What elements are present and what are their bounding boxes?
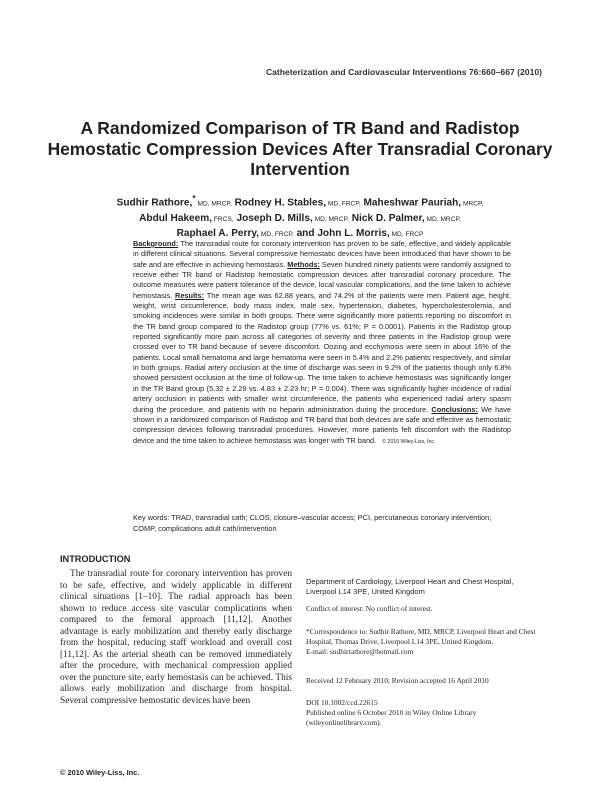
author-name: Sudhir Rathore, xyxy=(116,197,193,209)
footer-copyright: © 2010 Wiley-Liss, Inc. xyxy=(60,768,140,777)
author-credentials: FRCS, xyxy=(212,215,234,223)
keywords: Key words: TRAD, transradial cath; CLOS, closure–vascular access; PCI, percutaneous coronary intervention; COMP, complications adult cath/intervention xyxy=(133,513,492,533)
abstract-methods-text: Seven hundred ninety patients were randomly assigned to receive either TR band or Radistop hemostatic compression devices after transradial coronary procedure. The outcome measures were patient tolerance of the device, local vascular complications, and the time taken to achieve hemostasis. xyxy=(133,259,511,300)
abstract-background-text: The transradial route for coronary intervention has proven to be safe, effective, and widely applicable in different clinical situations. Several compressive hemostatic devices have been introduced that have shown to be safe and are effective in achieving hemostasis. xyxy=(133,239,511,269)
abstract-results-label: Results: xyxy=(175,290,205,300)
author-name: Nick D. Palmer, xyxy=(348,212,425,224)
correspondence-address: *Correspondence to: Sudhir Rathore, MD, MRCP, Liverpool Heart and Chest Hospital, Thomas Drive, Liverpool L14 3PE, United Kingdom. xyxy=(306,627,536,646)
section-heading-introduction: INTRODUCTION xyxy=(60,554,131,564)
abstract-methods-label: Methods: xyxy=(287,259,320,269)
introduction-paragraph: The transradial route for coronary intervention has proven to be safe, effective, and widely applicable in different clinical situations [1–10]. The radial approach has been shown to reduce access site vascular complications when compared to the femoral approach [11,12]. Another advantage is early mobilization and thereby early discharge from the hospital, reducing staff workload and overall cost [11,12]. As the arterial sheath can be removed immediately after the procedure, with mechanical compression applied over the puncture site, early hemostasis can be achieved. This allows early mobilization and discharge from hospital. Several compressive hemostatic devices have been xyxy=(60,569,292,707)
author-credentials: MD, FRCP, xyxy=(259,231,294,239)
author-name: Maheshwar Pauriah, xyxy=(360,197,462,209)
abstract xyxy=(133,239,511,447)
correspondence-note xyxy=(306,627,544,657)
author-name: Rodney H. Stables, xyxy=(231,197,327,209)
affiliation-department: Department of Cardiology, Liverpool Heart and Chest Hospital, Liverpool L14 3PE, United Kingdom xyxy=(306,577,514,596)
correspondence-email: E-mail: sudhirrathore@hotmail.com xyxy=(306,646,414,656)
abstract-copyright: © 2010 Wiley-Liss, Inc. xyxy=(382,438,436,445)
author-credentials: MD, MRCP, xyxy=(312,215,349,223)
author-credentials: MD, FRCP xyxy=(389,231,424,239)
abstract-background-label: Background: xyxy=(133,239,179,248)
abstract-results-text: The mean age was 62.88 years, and 74.2% of the patients were men. Patient age, height, weight, wrist circumference, body mass index, male sex, hypertension, diabetes, hypercholesterolemia, and smoking incidences were similar in both groups. There were significantly more patients reporting no discomfort in the TR band group compared to the Radistop group (77% vs. 61%; P = 0.0001). Patients in the Radistop group reported significantly more pain across all categories of severity and three patients in the Radistop group were crossed over to TR band because of severe discomfort. Oozing and ecchymosis were seen in about 16% of the patients. Local small hematoma and large hematoma were seen in 5.4% and 2.2% patients respectively, and similar in both groups. Radial artery occlusion at the time of discharge was seen in 9.2% of the patients though only 6.8% showed persistent occlusion at the time of follow-up. The time taken to achieve hemostasis was significantly longer in the TR Band group (5.32 ± 2.29 vs. 4.83 ± 2.23 hr; P = 0.004). There was significantly higher incidence of radial artery occlusion in patients with smaller wrist circumference, the patients who experienced radial artery spasm during the procedure, and patients with no heparin administration during the procedure. xyxy=(133,290,511,414)
author-name: Joseph D. Mills, xyxy=(233,212,313,224)
author-name: Raphael A. Perry, xyxy=(176,228,260,240)
author-list xyxy=(40,191,560,243)
received-dates: Received 12 February 2010; Revision accepted 16 April 2010 xyxy=(306,676,489,685)
author-name: Abdul Hakeem, xyxy=(139,212,213,224)
author-credentials: MD, MRCP, xyxy=(195,200,232,208)
author-credentials: MD, FRCP, xyxy=(326,200,361,208)
correspondence-mark: * xyxy=(192,193,196,203)
abstract-conclusions-text: We have shown in a randomized comparison of Radistop and TR band that both devices are safe and effective as hemostatic compression devices following transradial procedures. However, more patients felt discomfort with the Radistop device and the time taken to achieve hemostasis was longer with TR band. xyxy=(133,404,511,445)
author-credentials: MD, MRCP, xyxy=(424,215,461,223)
abstract-conclusions-label: Conclusions: xyxy=(431,404,478,414)
doi: DOI 10.1002/ccd.22615 xyxy=(306,698,378,707)
author-credentials: MRCP, xyxy=(461,200,484,208)
article-title: A Randomized Comparison of TR Band and Radistop Hemostatic Compression Devices After Transradial Coronary Intervention xyxy=(47,118,553,179)
journal-header: Catheterization and Cardiovascular Interventions 76:660–667 (2010) xyxy=(265,67,542,77)
conflict-of-interest: Conflict of interest: No conflict of interest. xyxy=(306,604,433,613)
published-online: Published online 6 October 2010 in Wiley Online Library (wileyonlinelibrary.com). xyxy=(306,708,477,727)
author-name: and John L. Morris, xyxy=(293,228,390,240)
